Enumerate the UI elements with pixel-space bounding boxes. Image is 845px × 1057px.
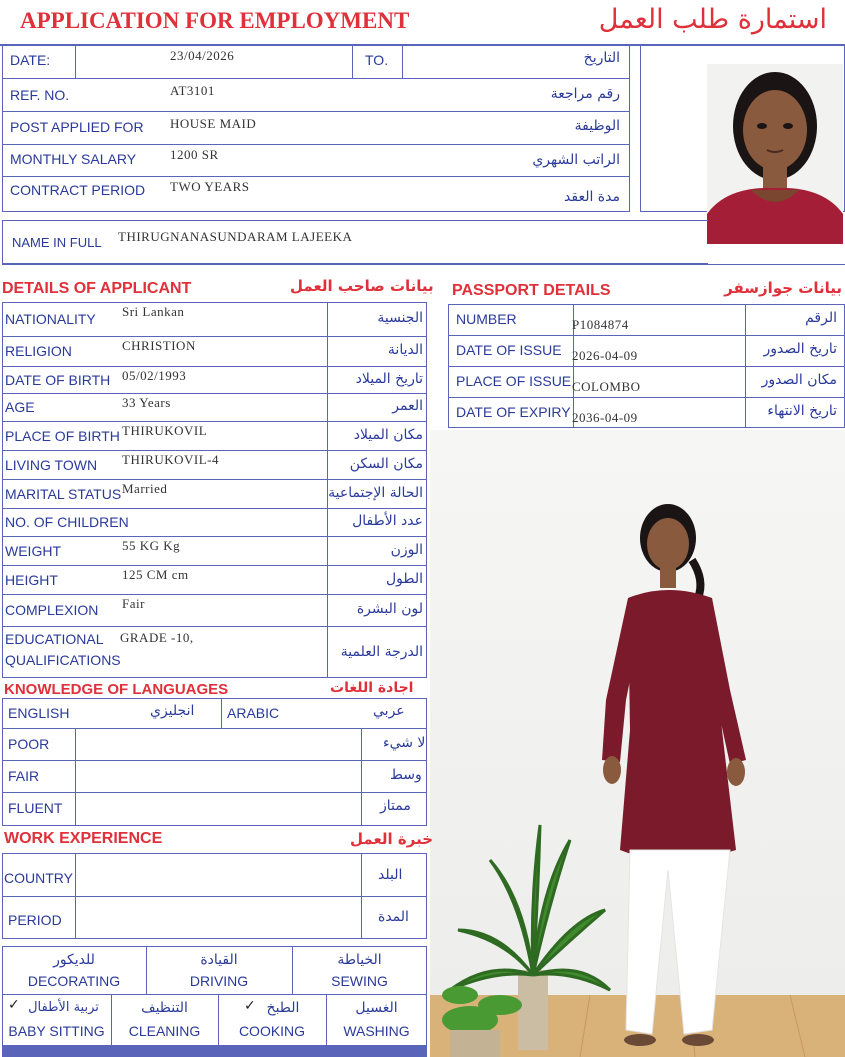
passport-label-ar: الرقم [805,310,837,326]
date-label: DATE: [10,52,51,68]
applicant-value: CHRISTION [122,338,196,353]
applicant-section-title-ar: بيانات صاحب العمل [290,277,434,295]
passport-label: NUMBER [456,311,517,327]
applicant-label: RELIGION [5,343,72,359]
applicant-label: PLACE OF BIRTH [5,428,120,444]
post-label: POST APPLIED FOR [10,119,144,135]
skill-sewing-ar: الخياطة [337,952,382,968]
work-section-title: WORK EXPERIENCE [4,830,163,847]
education-label-2: QUALIFICATIONS [5,652,121,668]
post-value: HOUSE MAID [170,116,257,131]
skill-sewing: SEWING [331,973,388,989]
salary-label: MONTHLY SALARY [10,151,137,167]
babysitting-check-icon: ✓ [8,997,20,1013]
contract-label-ar: مدة العقد [564,189,620,205]
applicant-value: 125 CM cm [122,567,189,582]
applicant-section-title: DETAILS OF APPLICANT [2,280,192,297]
applicant-label-ar: العمر [392,398,423,414]
country-label-ar: البلد [378,867,403,883]
salary-value: 1200 SR [170,147,219,162]
name-label: NAME IN FULL [12,235,102,250]
arabic-label-ar: عربي [373,703,405,719]
period-label-ar: المدة [378,909,409,925]
post-label-ar: الوظيفة [574,118,620,134]
applicant-label-ar: عدد الأطفال [352,513,423,529]
passport-label-ar: تاريخ الانتهاء [767,403,837,419]
skill-cooking-ar: الطبخ [266,1000,300,1016]
education-label-ar: الدرجة العلمية [340,644,423,660]
passport-value: P1084874 [572,317,629,332]
skill-washing-ar: الغسيل [355,1000,398,1016]
level-fair-ar: وسط [390,767,422,783]
to-label: TO. [365,52,389,68]
level-poor: POOR [8,736,50,752]
full-body-photo [430,430,845,1057]
applicant-label: DATE OF BIRTH [5,372,111,388]
applicant-label: NATIONALITY [5,311,96,327]
name-field [2,220,708,264]
applicant-label-ar: مكان السكن [349,456,423,472]
applicant-value: 33 Years [122,395,171,410]
ref-label-ar: رقم مراجعة [550,86,620,102]
applicant-label-ar: تاريخ الميلاد [355,371,423,387]
languages-section-title-ar: اجادة اللغات [330,680,414,696]
applicant-value: Fair [122,596,145,611]
applicant-label: MARITAL STATUS [5,486,122,502]
applicant-label: AGE [5,399,35,415]
passport-label: DATE OF ISSUE [456,342,562,358]
education-value: GRADE -10, [120,630,194,645]
date-value: 23/04/2026 [170,48,235,63]
applicant-label-ar: الحالة الإجتماعية [328,485,423,501]
level-fair: FAIR [8,768,40,784]
skill-babysitting: BABY SITTING [8,1023,105,1039]
applicant-label: HEIGHT [5,572,58,588]
skill-babysitting-ar: تربية الأطفال [28,1000,99,1015]
applicant-value: Married [122,481,168,496]
applicant-value: THIRUKOVIL-4 [122,452,219,467]
applicant-label-ar: الجنسية [377,310,423,326]
passport-section-title: PASSPORT DETAILS [452,282,611,299]
applicant-value: Sri Lankan [122,304,185,319]
period-label: PERIOD [8,912,62,928]
applicant-label: COMPLEXION [5,602,99,618]
applicant-label: WEIGHT [5,543,61,559]
applicant-value: 55 KG Kg [122,538,181,553]
form-title-ar: استمارة طلب العمل [598,4,827,35]
ref-value: AT3101 [170,83,215,98]
passport-value: 2026-04-09 [572,348,638,363]
skill-cooking: COOKING [238,1023,306,1039]
skill-cleaning-ar: التنظيف [141,1000,188,1016]
applicant-label-ar: لون البشرة [356,601,423,617]
skill-decorating: DECORATING [27,973,121,989]
skill-driving-ar: القيادة [200,952,238,968]
applicant-label-ar: الطول [385,571,423,587]
passport-label-ar: تاريخ الصدور [763,341,837,357]
passport-value: 2036-04-09 [572,410,638,425]
applicant-value: THIRUKOVIL [122,423,208,438]
date-label-ar: التاريخ [583,50,620,66]
passport-label: DATE OF EXPIRY [456,404,571,420]
level-fluent: FLUENT [8,800,63,816]
level-fluent-ar: ممتاز [380,798,411,814]
level-poor-ar: لا شيء [383,735,426,751]
education-label-1: EDUCATIONAL [5,631,104,647]
name-value: THIRUGNANASUNDARAM LAJEEKA [118,229,353,244]
passport-value: COLOMBO [572,379,641,394]
salary-label-ar: الراتب الشهري [532,152,620,168]
country-label: COUNTRY [4,870,73,886]
passport-photo [707,64,843,244]
work-section-title-ar: خبرة العمل [350,830,434,848]
applicant-label: NO. OF CHILDREN [5,514,129,530]
applicant-label-ar: الديانة [387,342,423,358]
skill-washing: WASHING [343,1023,410,1039]
skill-decorating-ar: للديكور [53,952,95,968]
skill-driving: DRIVING [189,973,249,989]
applicant-label-ar: الوزن [390,542,423,558]
form-title-en: APPLICATION FOR EMPLOYMENT [20,8,410,33]
contract-label: CONTRACT PERIOD [10,182,146,198]
contract-value: TWO YEARS [170,179,250,194]
passport-section-title-ar: بيانات جوازسفر [724,279,842,297]
ref-label: REF. NO. [10,87,70,103]
applicant-label-ar: مكان الميلاد [353,427,423,443]
passport-label: PLACE OF ISSUE [456,373,572,389]
english-label-ar: انجليزي [150,703,195,719]
applicant-value: 05/02/1993 [122,368,187,383]
arabic-label: ARABIC [227,705,280,721]
cooking-check-icon: ✓ [244,998,256,1014]
english-label: ENGLISH [8,705,70,721]
passport-label-ar: مكان الصدور [761,372,837,388]
languages-section-title: KNOWLEDGE OF LANGUAGES [4,681,229,698]
applicant-label: LIVING TOWN [5,457,98,473]
skill-cleaning: CLEANING [128,1023,201,1039]
